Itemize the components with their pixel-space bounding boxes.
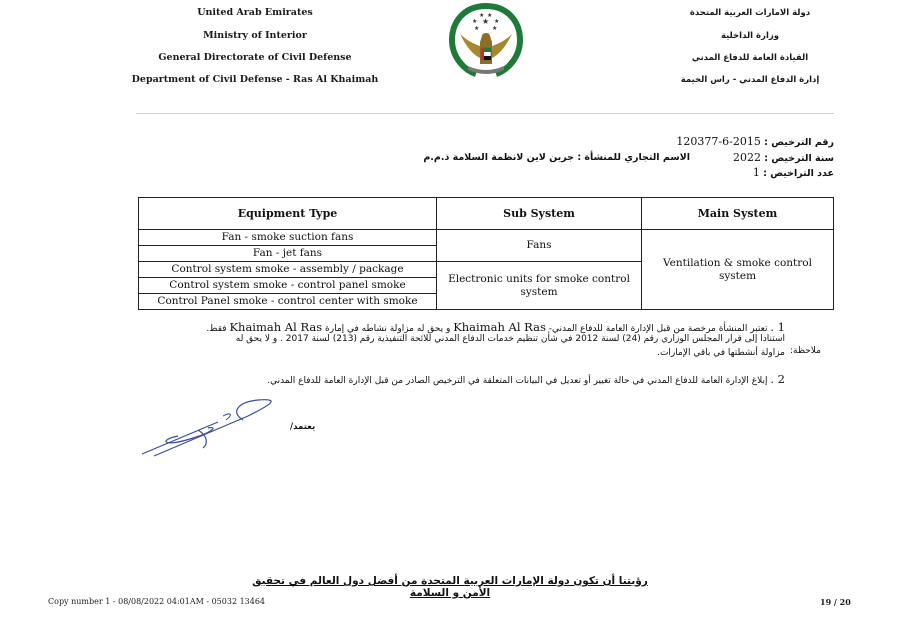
header-en-directorate: General Directorate of Civil Defense	[158, 52, 352, 63]
uae-emblem-logo	[446, 2, 526, 82]
license-year-value: 2022	[732, 151, 761, 164]
svg-text:★: ★	[492, 25, 498, 32]
svg-text:★: ★	[472, 18, 478, 25]
header-ar-country: دولة الامارات العربية المتحدة	[689, 8, 811, 18]
note-1-emirate-1: Khaimah Al Ras	[453, 320, 546, 334]
note-1-text-c: فقط.	[206, 324, 227, 334]
table-header-row	[139, 198, 834, 230]
header-sub-system: Sub System	[437, 198, 642, 230]
note-label: ملاحظة:	[790, 346, 821, 356]
signature-image	[138, 392, 283, 462]
svg-text:★: ★	[494, 18, 500, 25]
note-1-line-1	[206, 320, 785, 334]
approval-label: يعتمد/	[290, 422, 316, 432]
header-divider	[136, 113, 834, 114]
note-1-line-2: استنادا إلى قرار المجلس الوزاري رقم (24) لسنة 2012 في شأن تنظيم خدمات الدفاع المدني للائحة التنفيذية رقم (213) لسنة 2017 . و لا يحق له	[235, 334, 785, 344]
note-1-number: 1 .	[770, 320, 785, 334]
header-main-system: Main System	[642, 198, 834, 230]
eagle-left-wing-icon	[460, 34, 480, 58]
stars-icon	[472, 12, 499, 32]
note-1-line-3: مزاولة أنشطتها في باقي الإمارات.	[657, 348, 785, 358]
equipment-type-cell: Fan - smoke suction fans	[139, 230, 437, 246]
license-year-label: سنة الترخيص :	[764, 153, 834, 164]
equipment-table	[138, 197, 834, 310]
note-2-number: 2 .	[770, 372, 785, 386]
note-1-text-a: تعتبر المنشأة مرخصة من قبل الإدارة العامة للدفاع المدني-	[548, 324, 768, 334]
header-en-department: Department of Civil Defense - Ras Al Khaimah	[131, 74, 379, 85]
svg-text:★: ★	[479, 12, 485, 19]
header-en-ministry: Ministry of Interior	[203, 30, 307, 41]
note-1-emirate-2: Khaimah Al Ras	[229, 320, 323, 334]
header-ar-ministry: وزارة الداخلية	[720, 31, 780, 41]
license-year	[733, 151, 834, 164]
license-number-value: 120377-6-2015	[676, 135, 761, 148]
svg-text:★: ★	[474, 25, 480, 32]
note-2-text: إبلاغ الإدارة العامة للدفاع المدني في حالة تغيير أو تعديل في البيانات المتعلقة في الترخيص الصادر من قبل الإدارة العامة للدفاع المدني.	[267, 376, 768, 386]
note-2	[267, 372, 785, 386]
page-number: 19 / 20	[820, 597, 851, 607]
svg-text:★: ★	[487, 12, 493, 19]
note-1-text-b: و يحق له مزاولة نشاطه في إمارة	[325, 324, 451, 334]
equipment-type-cell: Control system smoke - assembly / package	[139, 262, 437, 278]
header-equipment-type: Equipment Type	[139, 198, 437, 230]
license-count-value: 1	[752, 166, 760, 179]
license-number-label: رقم الترخيص :	[764, 137, 834, 148]
trade-name-label: الاسم التجاري للمنشأة :	[577, 152, 690, 163]
header-ar-directorate: القيادة العامة للدفاع المدني	[691, 53, 809, 63]
svg-text:★: ★	[482, 17, 490, 26]
header-en-country: United Arab Emirates	[197, 7, 313, 18]
vision-statement: رؤيتنا أن تكون دولة الإمارات العربية المتحدة من أفضل دول العالم في تحقيق الأمن و السلامة	[252, 575, 648, 599]
copy-info: Copy number 1 - 08/08/2022 04:01AM - 05032 13464	[48, 597, 266, 606]
equipment-type-cell: Fan - jet fans	[139, 246, 437, 262]
eagle-right-wing-icon	[492, 34, 512, 58]
main-system-cell: Ventilation & smoke control system	[642, 230, 834, 310]
equipment-type-cell: Control system smoke - control panel smoke	[139, 278, 437, 294]
equipment-type-cell: Control Panel smoke - control center with smoke	[139, 294, 437, 310]
trade-name	[423, 152, 690, 163]
license-number	[676, 135, 834, 148]
sub-system-cell: Electronic units for smoke control system	[437, 262, 642, 310]
license-count-label: عدد التراخيص :	[763, 168, 834, 179]
trade-name-value: جرين لاين لانظمة السلامة ذ.م.م	[423, 152, 575, 163]
header-ar-department: إدارة الدفاع المدني - راس الخيمة	[680, 75, 820, 85]
table-row	[139, 230, 834, 246]
sub-system-cell: Fans	[437, 230, 642, 262]
license-count	[753, 166, 834, 179]
